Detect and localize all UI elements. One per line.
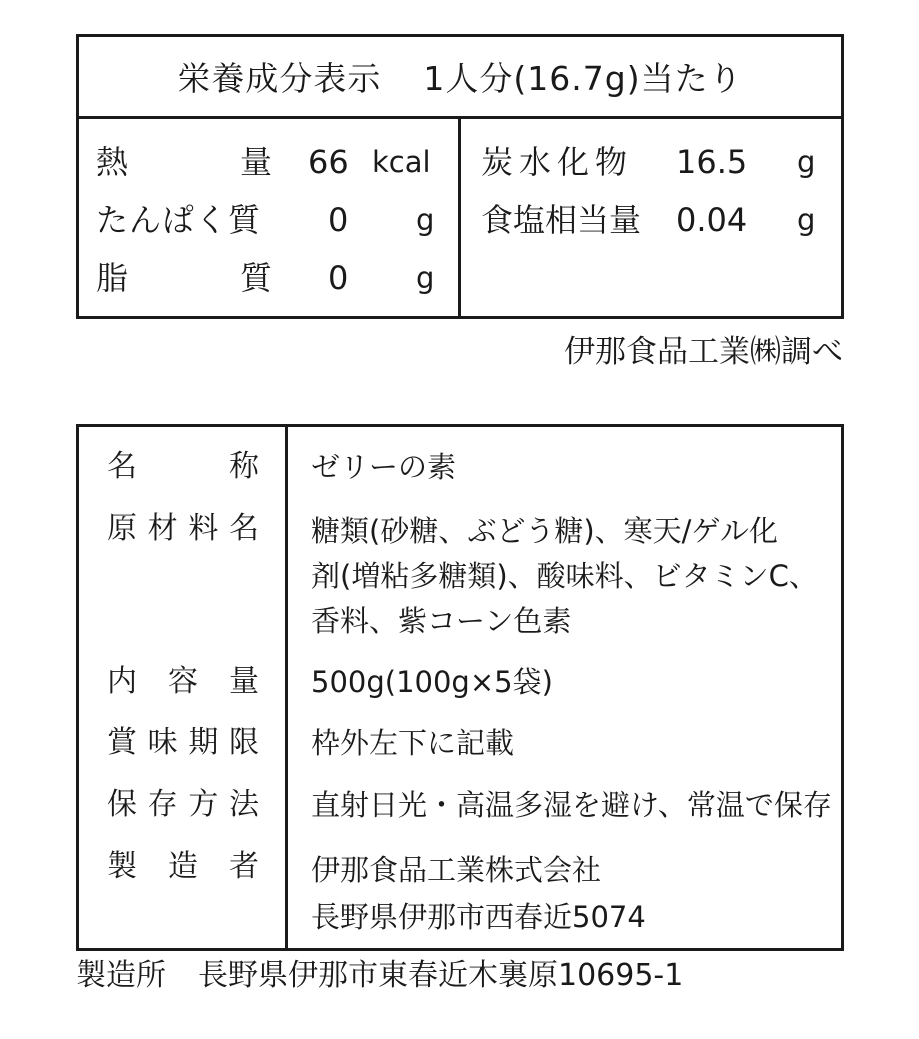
product-info-table: [76, 424, 844, 951]
nutrition-row-carbohydrate: [481, 142, 831, 182]
nutrition-value: 0: [328, 201, 349, 239]
info-column-divider: [285, 427, 288, 948]
info-value-name: ゼリーの素: [311, 450, 457, 484]
nutrition-value: 66: [308, 143, 349, 181]
nutrition-label: 量: [240, 143, 273, 181]
info-label-storage: 保 存 方 法: [107, 787, 259, 822]
nutrition-unit: kcal: [372, 145, 431, 179]
nutrition-label: たんぱく質: [96, 201, 262, 239]
nutrition-value: 16.5: [676, 143, 748, 181]
info-value-manufacturer: 伊那食品工業株式会社 長野県伊那市西春近5074: [311, 853, 646, 934]
nutrition-label: 熱: [96, 143, 129, 181]
info-value-ingredients: 糖類(砂糖、ぶどう糖)、寒天/ゲル化 剤(増粘多糖類)、酸味料、ビタミンC、 香料、紫コーン色素: [311, 514, 818, 638]
nutrition-column-divider: [458, 119, 461, 319]
nutrition-table: [76, 34, 844, 319]
nutrition-row-protein: [96, 200, 446, 240]
info-label-name: 名 称: [107, 449, 259, 484]
nutrition-unit: g: [416, 261, 435, 295]
nutrition-label: 質: [240, 259, 273, 297]
nutrition-label: 食塩相当量: [481, 201, 642, 239]
nutrition-row-salt: [481, 200, 831, 240]
info-value-contents: 500g(100g×5袋): [311, 665, 553, 699]
nutrition-unit: g: [797, 203, 816, 237]
nutrition-header: [79, 37, 841, 119]
nutrition-value: 0: [328, 259, 349, 297]
nutrition-serving: 1人分(16.7g)当たり: [423, 59, 743, 98]
manufacturing-site: [76, 956, 683, 996]
nutrition-title: 栄養成分表示: [177, 59, 382, 98]
site-address: 長野県伊那市東春近木裏原10695-1: [198, 958, 684, 993]
site-label: 製造所: [76, 958, 166, 993]
nutrition-value: 0.04: [676, 201, 748, 239]
nutrition-label: 炭水化物: [481, 143, 634, 181]
nutrition-unit: g: [416, 203, 435, 237]
nutrition-row-energy: [96, 142, 446, 182]
info-label-best-before: 賞 味 期 限: [107, 725, 259, 760]
nutrition-row-fat: [96, 258, 446, 298]
analysis-source-note: 伊那食品工業㈱調べ: [564, 334, 843, 370]
info-label-contents: 内 容 量: [107, 664, 259, 699]
nutrition-label: 脂: [96, 259, 129, 297]
info-label-ingredients: 原 材 料 名: [107, 511, 259, 546]
nutrition-unit: g: [797, 145, 816, 179]
info-value-storage: 直射日光・高温多湿を避け、常温で保存: [311, 788, 832, 822]
info-value-best-before: 枠外左下に記載: [311, 726, 515, 760]
info-label-manufacturer: 製 造 者: [107, 849, 259, 884]
